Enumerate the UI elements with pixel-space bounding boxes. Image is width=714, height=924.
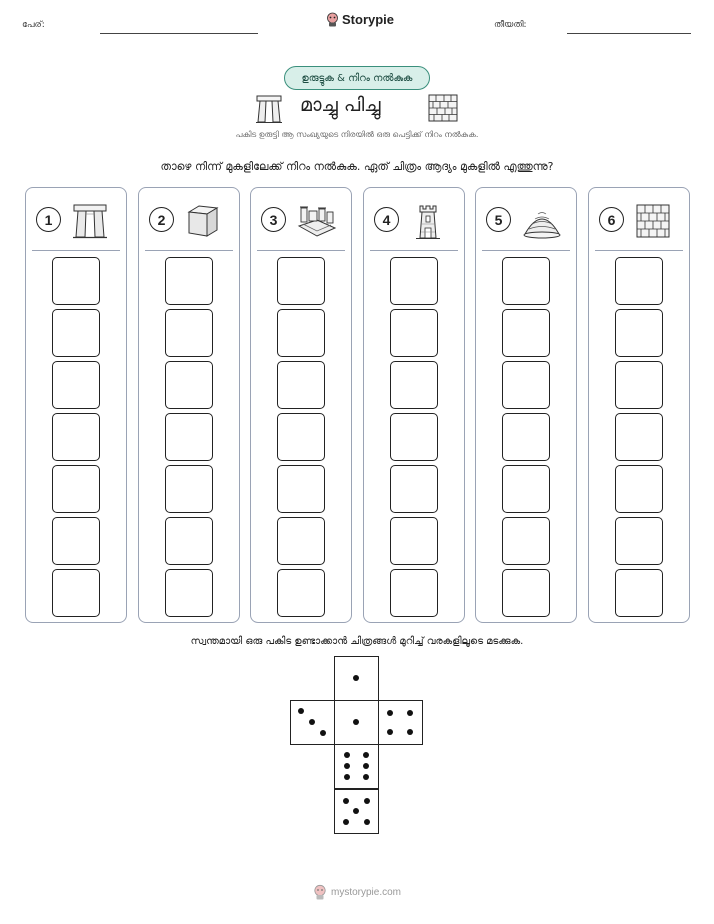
- color-box[interactable]: [165, 569, 213, 617]
- pip: [343, 819, 349, 825]
- pip: [343, 798, 349, 804]
- color-box[interactable]: [502, 309, 550, 357]
- pip: [353, 808, 359, 814]
- color-box[interactable]: [502, 465, 550, 513]
- color-box[interactable]: [615, 309, 663, 357]
- die-face-4: [378, 700, 423, 745]
- name-line: [100, 33, 258, 34]
- column-header: [261, 202, 343, 240]
- stone-block-icon: [185, 202, 221, 240]
- mascot-icon: [326, 12, 339, 27]
- number-badge: 2: [149, 207, 174, 232]
- pip: [344, 763, 350, 769]
- column-3: [250, 187, 352, 623]
- number-badge: 4: [374, 207, 399, 232]
- color-box[interactable]: [277, 309, 325, 357]
- number-badge: 6: [599, 207, 624, 232]
- stone-doorway-icon: [255, 94, 283, 124]
- pip: [364, 798, 370, 804]
- page-title: മാച്ചു പിച്ചു: [300, 94, 381, 116]
- column-header: [36, 202, 118, 240]
- color-box[interactable]: [165, 361, 213, 409]
- pip: [309, 719, 315, 725]
- brand-name: Storypie: [342, 12, 395, 27]
- color-box[interactable]: [52, 309, 100, 357]
- column-divider: [145, 250, 233, 251]
- color-box[interactable]: [277, 413, 325, 461]
- footer-url: mystorypie.com: [330, 886, 401, 898]
- color-box[interactable]: [615, 569, 663, 617]
- color-box[interactable]: [277, 465, 325, 513]
- pip: [344, 774, 350, 780]
- color-box[interactable]: [615, 257, 663, 305]
- column-header: [374, 202, 456, 240]
- color-box[interactable]: [52, 361, 100, 409]
- pip: [344, 752, 350, 758]
- color-box[interactable]: [615, 413, 663, 461]
- color-box[interactable]: [277, 257, 325, 305]
- color-box[interactable]: [615, 517, 663, 565]
- die-face-1: [334, 700, 379, 745]
- color-box[interactable]: [165, 465, 213, 513]
- brick-wall-icon: [428, 94, 458, 122]
- name-label: പേര്:: [22, 20, 45, 30]
- color-box[interactable]: [390, 413, 438, 461]
- color-box[interactable]: [277, 569, 325, 617]
- subject-badge: ഉരുട്ടുക & നിറം നൽകുക: [284, 66, 430, 90]
- color-box[interactable]: [615, 465, 663, 513]
- instruction-text: താഴെ നിന്ന് മുകളിലേക്ക് നിറം നൽകുക. ഏത് ചിത്രം ആദ്യം മുകളിൽ എത്തുന്നു?: [160, 160, 554, 173]
- date-label: തീയതി:: [494, 20, 527, 30]
- column-header: [149, 202, 231, 240]
- color-box[interactable]: [502, 517, 550, 565]
- pip: [353, 675, 359, 681]
- color-box[interactable]: [165, 517, 213, 565]
- column-5: [475, 187, 577, 623]
- column-divider: [595, 250, 683, 251]
- color-box[interactable]: [390, 517, 438, 565]
- color-box[interactable]: [390, 569, 438, 617]
- column-6: [588, 187, 690, 623]
- column-divider: [32, 250, 120, 251]
- column-header: [486, 202, 568, 240]
- pip: [353, 719, 359, 725]
- die-face-5: [334, 789, 379, 834]
- color-box[interactable]: [165, 309, 213, 357]
- color-box[interactable]: [165, 257, 213, 305]
- cut-instruction: സ്വന്തമായി ഒരു പകിട ഉണ്ടാക്കാൻ ചിത്രങ്ങൾ മുറിച്ച് വരകളിലൂടെ മടക്കുക.: [190, 636, 524, 647]
- color-box[interactable]: [390, 361, 438, 409]
- pip: [363, 752, 369, 758]
- tower-icon: [410, 202, 446, 240]
- date-line: [567, 33, 691, 34]
- title-row: [0, 90, 714, 126]
- die-face-2: [290, 700, 335, 745]
- die-face-6: [334, 744, 379, 789]
- subtitle: പകിട ഉരുട്ടി ആ സംഖ്യയുടെ നിരയിൽ ഒരു പെട്ടിക്ക് നിറം നൽകുക.: [235, 130, 479, 139]
- color-box[interactable]: [52, 257, 100, 305]
- pip: [387, 729, 393, 735]
- color-box[interactable]: [390, 465, 438, 513]
- color-box[interactable]: [52, 413, 100, 461]
- pip: [364, 819, 370, 825]
- brick-wall-icon: [635, 202, 671, 240]
- brand-logo: [326, 12, 394, 27]
- color-box[interactable]: [52, 517, 100, 565]
- stone-doorway-icon: [72, 202, 108, 240]
- color-box[interactable]: [277, 361, 325, 409]
- round-temple-icon: [522, 202, 562, 240]
- ruins-terrace-icon: [297, 202, 337, 240]
- pip: [387, 710, 393, 716]
- column-divider: [370, 250, 458, 251]
- color-box[interactable]: [502, 361, 550, 409]
- column-divider: [482, 250, 570, 251]
- column-divider: [257, 250, 345, 251]
- number-badge: 1: [36, 207, 61, 232]
- pip: [363, 774, 369, 780]
- pip: [298, 708, 304, 714]
- number-badge: 3: [261, 207, 286, 232]
- color-box[interactable]: [615, 361, 663, 409]
- color-box[interactable]: [502, 413, 550, 461]
- color-box[interactable]: [277, 517, 325, 565]
- pip: [320, 730, 326, 736]
- color-box[interactable]: [390, 257, 438, 305]
- color-box[interactable]: [52, 569, 100, 617]
- column-2: [138, 187, 240, 623]
- pip: [407, 729, 413, 735]
- number-badge: 5: [486, 207, 511, 232]
- mascot-icon: [313, 884, 327, 900]
- pip: [363, 763, 369, 769]
- color-box[interactable]: [502, 257, 550, 305]
- color-box[interactable]: [52, 465, 100, 513]
- color-box[interactable]: [165, 413, 213, 461]
- color-box[interactable]: [502, 569, 550, 617]
- footer: [0, 884, 714, 900]
- worksheet-header: [0, 0, 714, 46]
- pip: [407, 710, 413, 716]
- die-face-1: [334, 656, 379, 701]
- color-box[interactable]: [390, 309, 438, 357]
- column-4: [363, 187, 465, 623]
- column-header: [599, 202, 681, 240]
- column-1: [25, 187, 127, 623]
